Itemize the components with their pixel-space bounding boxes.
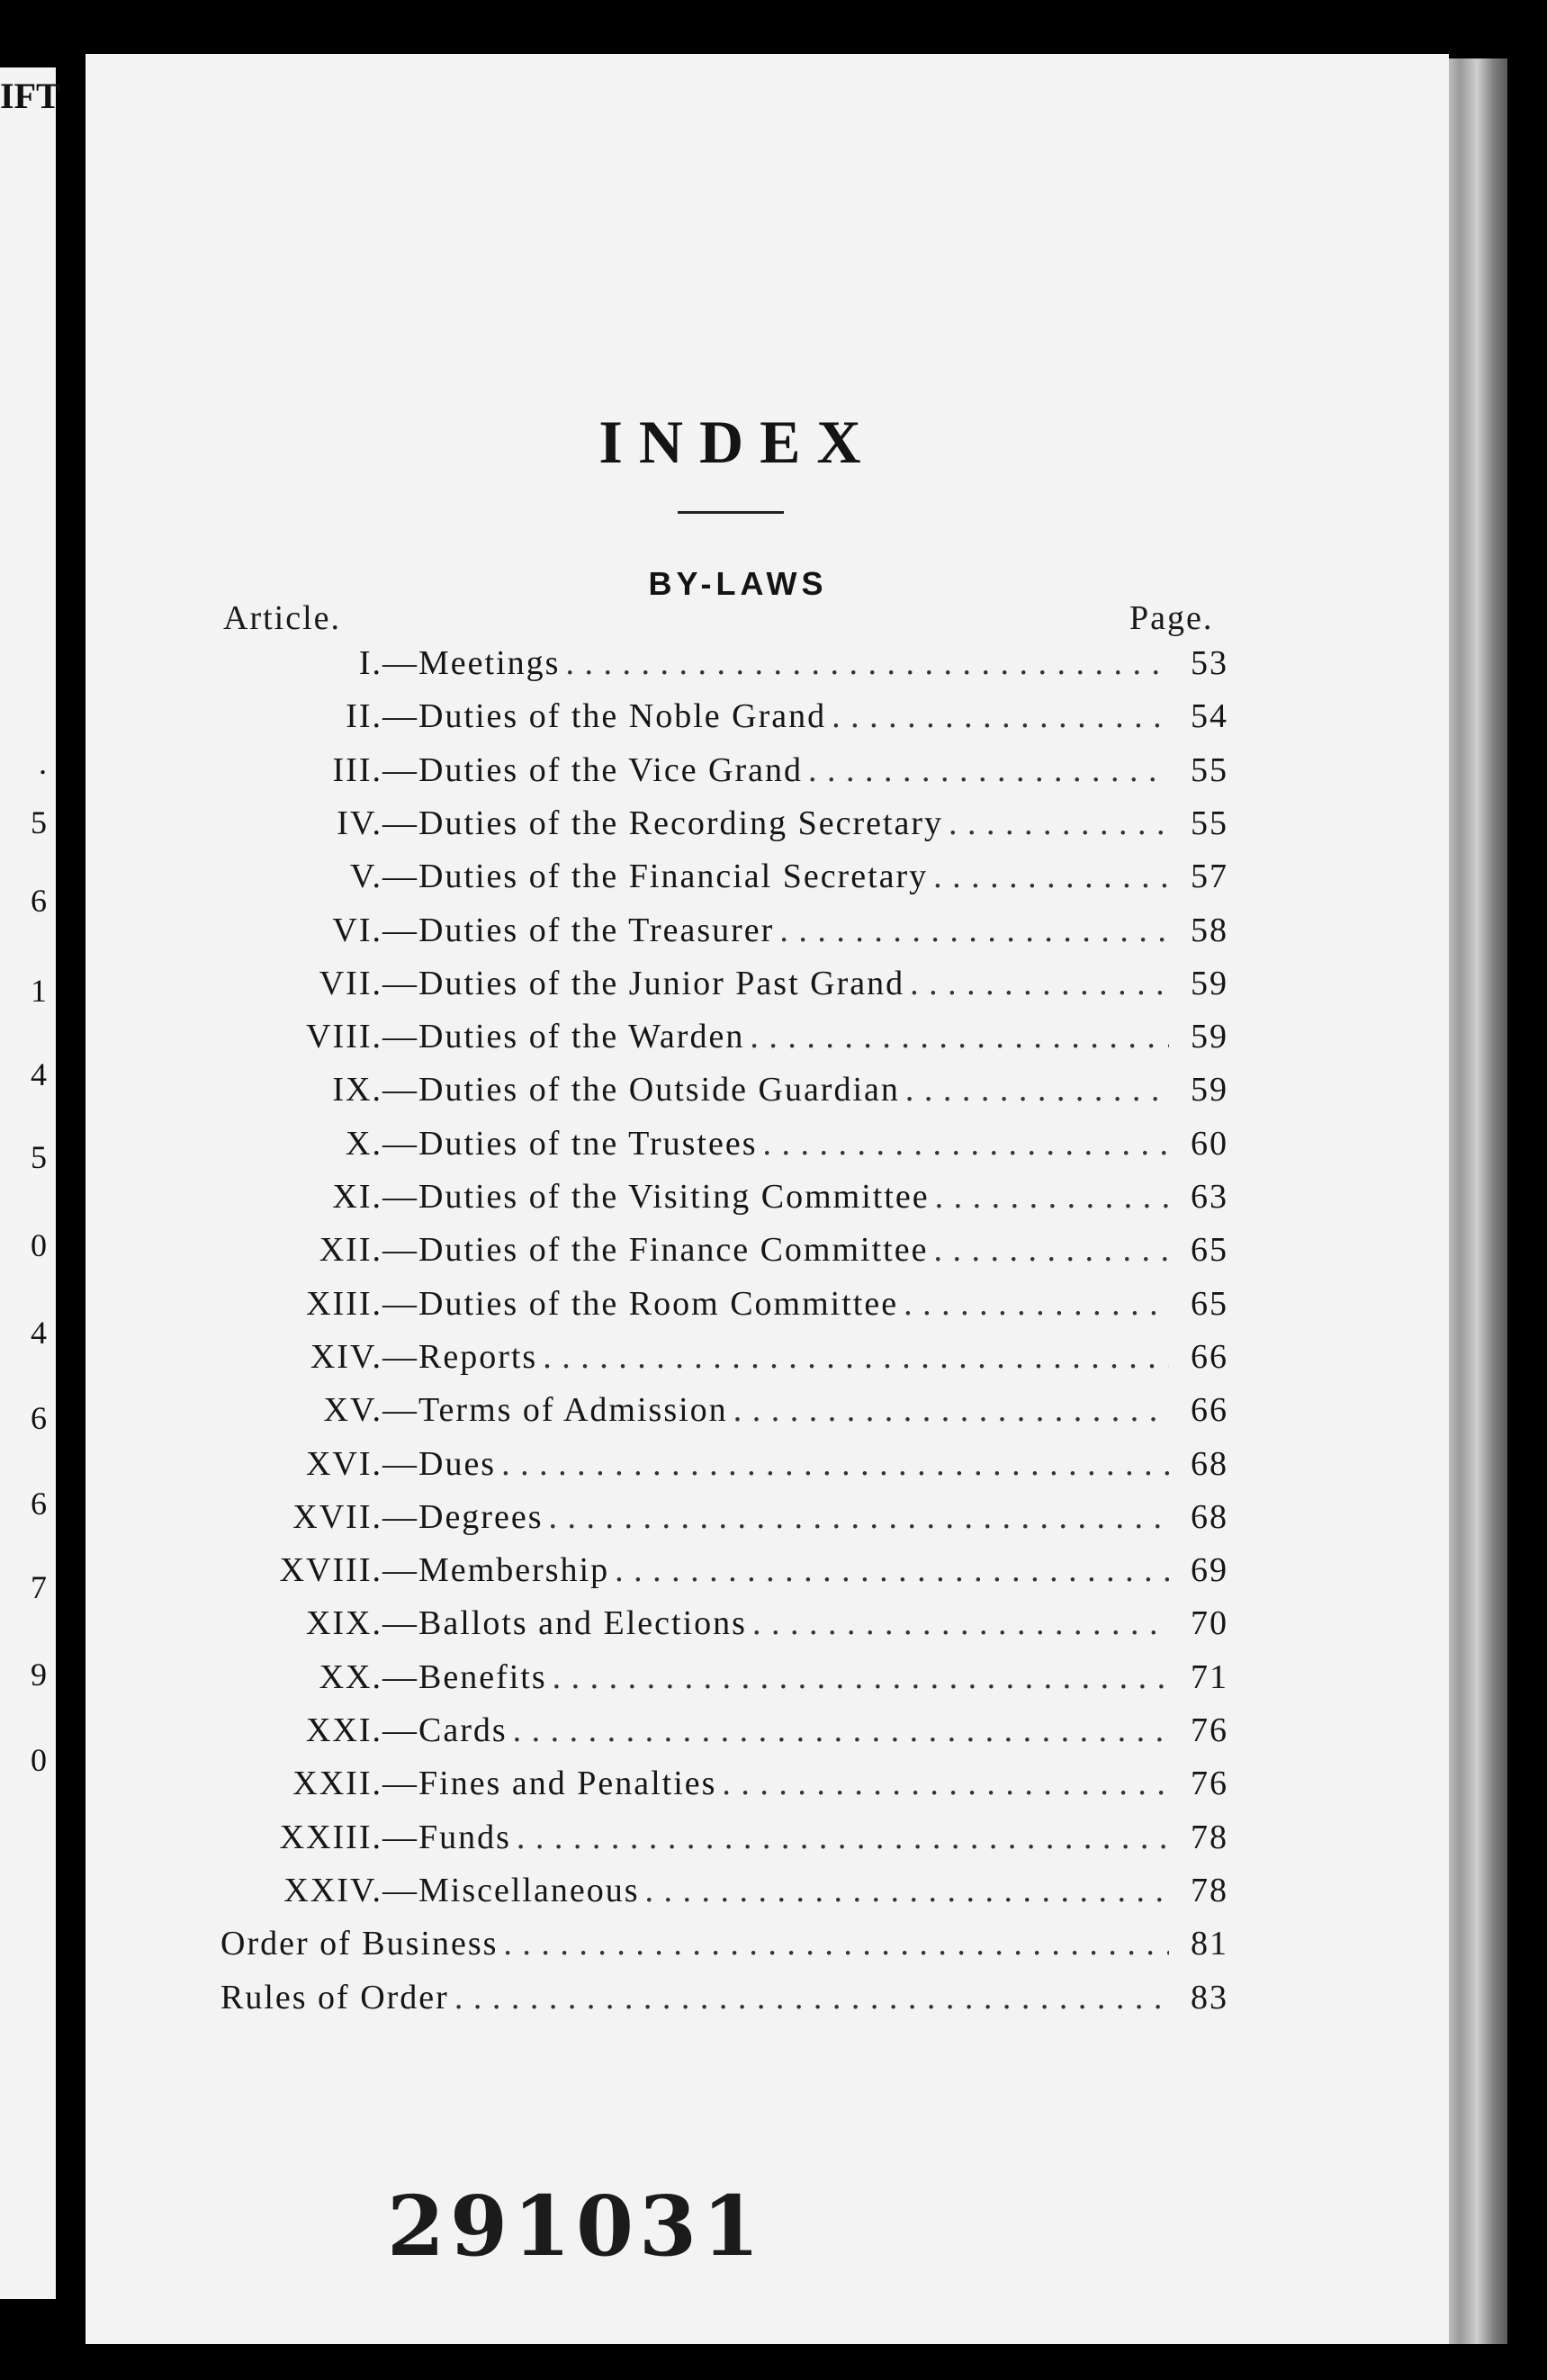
index-entry	[220, 1497, 1228, 1542]
dot-leader	[548, 1497, 1169, 1537]
entry-title: —Duties of the Visiting Committee	[382, 1178, 930, 1216]
index-entry	[220, 1177, 1228, 1222]
left-page-header-fragment: IFT	[0, 76, 60, 116]
entry-page-number: 76	[1191, 1711, 1228, 1749]
stamp-number: 291031	[387, 2178, 766, 2275]
dot-leader	[779, 911, 1169, 950]
entry-page-number: 71	[1191, 1658, 1228, 1696]
entry-article-number: V.	[349, 858, 382, 895]
entry-page-number: 54	[1191, 697, 1228, 735]
index-entry	[220, 964, 1228, 1009]
entry-page-number: 65	[1191, 1231, 1228, 1269]
index-entry	[220, 1550, 1228, 1595]
dot-leader	[553, 1657, 1169, 1697]
index-entry	[220, 1764, 1228, 1809]
dot-leader	[503, 1924, 1169, 1963]
entry-title: —Dues	[382, 1445, 497, 1483]
entry-article-number: I.	[358, 644, 382, 682]
entry-page-number: 55	[1191, 804, 1228, 842]
dot-leader	[501, 1444, 1169, 1484]
left-margin-number: 4	[31, 1315, 47, 1351]
index-entry	[220, 857, 1228, 902]
index-entry	[220, 1070, 1228, 1115]
entry-page-number: 59	[1191, 1071, 1228, 1109]
dot-leader	[513, 1711, 1169, 1750]
entry-page-number: 81	[1191, 1925, 1228, 1962]
index-extra-entry	[220, 1924, 1228, 1969]
entry-article-number: XV.	[323, 1391, 382, 1429]
index-entry	[220, 1603, 1228, 1648]
entry-title: Order of Business	[220, 1925, 499, 1962]
index-entry	[220, 1444, 1228, 1489]
dot-leader	[905, 1070, 1169, 1109]
left-margin-number: .	[39, 745, 47, 781]
left-margin-number: 5	[31, 804, 47, 840]
entry-article-number: XII.	[319, 1231, 382, 1269]
entry-page-number: 69	[1191, 1551, 1228, 1589]
index-entry	[220, 1124, 1228, 1169]
entry-page-number: 76	[1191, 1765, 1228, 1802]
entry-page-number: 63	[1191, 1178, 1228, 1216]
entry-title: —Duties of the Junior Past Grand	[382, 965, 905, 1002]
entry-article-number: XXIII.	[279, 1819, 382, 1856]
dot-leader	[752, 1603, 1169, 1643]
entry-title: —Duties of the Outside Guardian	[382, 1071, 900, 1109]
dot-leader	[454, 1978, 1169, 2017]
index-entry	[220, 643, 1228, 688]
left-margin-number: 0	[31, 1227, 47, 1263]
index-entry	[220, 911, 1228, 956]
entry-title: —Fines and Penalties	[382, 1765, 717, 1802]
entry-title: Rules of Order	[220, 1979, 449, 2016]
entry-title: —Duties of the Recording Secretary	[382, 804, 944, 842]
dot-leader	[935, 1177, 1169, 1217]
index-entry	[220, 750, 1228, 795]
entry-article-number: XXII.	[292, 1765, 382, 1802]
entry-page-number: 78	[1191, 1819, 1228, 1856]
entry-article-number: VI.	[332, 912, 382, 949]
entry-title: —Duties of the Room Committee	[382, 1285, 899, 1323]
entry-article-number: X.	[346, 1125, 382, 1163]
entry-article-number: II.	[346, 697, 382, 735]
index-title: INDEX	[598, 408, 877, 476]
entry-article-number: XI.	[332, 1178, 382, 1216]
entry-title: —Membership	[382, 1551, 610, 1589]
entry-article-number: XXI.	[305, 1711, 382, 1749]
entry-article-number: XIX.	[305, 1604, 382, 1642]
entry-page-number: 66	[1191, 1338, 1228, 1376]
entry-title: —Reports	[382, 1338, 538, 1376]
index-entry	[220, 1871, 1228, 1916]
index-entry	[220, 804, 1228, 849]
entry-page-number: 58	[1191, 912, 1228, 949]
index-entry	[220, 696, 1228, 741]
entry-title: —Duties of the Treasurer	[382, 912, 775, 949]
entry-article-number: XIII.	[306, 1285, 382, 1323]
entry-page-number: 53	[1191, 644, 1228, 682]
entry-page-number: 65	[1191, 1285, 1228, 1323]
entry-article-number: XVIII.	[279, 1551, 382, 1589]
index-entry	[220, 1337, 1228, 1382]
entry-page-number: 59	[1191, 965, 1228, 1002]
entry-title: —Meetings	[382, 644, 561, 682]
section-heading: BY-LAWS	[648, 565, 828, 602]
index-page	[85, 54, 1449, 2344]
index-entry	[220, 1818, 1228, 1863]
column-header-page: Page.	[1129, 599, 1214, 637]
left-margin-number: 4	[31, 1056, 47, 1092]
entry-title: —Duties of the Finance Committee	[382, 1231, 929, 1269]
dot-leader	[565, 643, 1169, 683]
left-margin-number: 5	[31, 1139, 47, 1175]
entry-article-number: VIII.	[306, 1018, 382, 1055]
entry-title: —Benefits	[382, 1658, 547, 1696]
index-entry	[220, 1017, 1228, 1062]
entry-page-number: 59	[1191, 1018, 1228, 1055]
dot-leader	[949, 804, 1169, 843]
entry-article-number: XVII.	[292, 1498, 382, 1536]
title-divider	[678, 511, 784, 514]
left-margin-number: 6	[31, 1486, 47, 1522]
entry-article-number: XX.	[319, 1658, 382, 1696]
left-page-edge	[0, 67, 60, 2299]
dot-leader	[933, 857, 1169, 896]
index-entry	[220, 1284, 1228, 1329]
entry-page-number: 60	[1191, 1125, 1228, 1163]
left-margin-number: 7	[31, 1569, 47, 1605]
left-margin-number: 9	[31, 1657, 47, 1693]
page-edge-shadow	[1440, 58, 1507, 2344]
dot-leader	[615, 1550, 1169, 1590]
dot-leader	[904, 1284, 1169, 1324]
entry-title: —Terms of Admission	[382, 1391, 728, 1429]
entry-title: —Funds	[382, 1819, 511, 1856]
dot-leader	[517, 1818, 1169, 1857]
entry-title: —Ballots and Elections	[382, 1604, 747, 1642]
entry-article-number: IX.	[332, 1071, 382, 1109]
dot-leader	[543, 1337, 1169, 1377]
dot-leader	[733, 1390, 1169, 1430]
dot-leader	[832, 696, 1169, 736]
entry-title: —Degrees	[382, 1498, 544, 1536]
column-header-article: Article.	[223, 599, 342, 637]
entry-page-number: 66	[1191, 1391, 1228, 1429]
index-entry	[220, 1711, 1228, 1756]
entry-article-number: IV.	[337, 804, 382, 842]
left-margin-number: 0	[31, 1742, 47, 1778]
entry-article-number: III.	[332, 751, 382, 789]
entry-title: —Cards	[382, 1711, 508, 1749]
index-extra-entry	[220, 1978, 1228, 2023]
entry-page-number: 68	[1191, 1498, 1228, 1536]
left-margin-number: 6	[31, 1400, 47, 1436]
dot-leader	[933, 1230, 1169, 1270]
entry-page-number: 83	[1191, 1979, 1228, 2016]
dot-leader	[750, 1017, 1169, 1056]
dot-leader	[808, 750, 1169, 790]
entry-title: —Duties of tne Trustees	[382, 1125, 758, 1163]
entry-title: —Duties of the Vice Grand	[382, 751, 804, 789]
left-margin-number: 1	[31, 973, 47, 1009]
entry-page-number: 55	[1191, 751, 1228, 789]
entry-title: —Miscellaneous	[382, 1872, 640, 1909]
entry-title: —Duties of the Financial Secretary	[382, 858, 929, 895]
entry-title: —Duties of the Warden	[382, 1018, 745, 1055]
dot-leader	[722, 1764, 1169, 1803]
dot-leader	[763, 1124, 1170, 1163]
entry-page-number: 70	[1191, 1604, 1228, 1642]
entry-page-number: 78	[1191, 1872, 1228, 1909]
index-entry	[220, 1230, 1228, 1275]
entry-article-number: XXIV.	[283, 1872, 382, 1909]
left-margin-number: 6	[31, 883, 47, 919]
index-entry	[220, 1657, 1228, 1702]
entry-title: —Duties of the Noble Grand	[382, 697, 827, 735]
entry-page-number: 57	[1191, 858, 1228, 895]
entry-article-number: XVI.	[305, 1445, 382, 1483]
dot-leader	[910, 964, 1169, 1003]
index-entry	[220, 1390, 1228, 1435]
entry-article-number: XIV.	[310, 1338, 382, 1376]
entry-article-number: VII.	[319, 965, 382, 1002]
dot-leader	[645, 1871, 1169, 1910]
entry-page-number: 68	[1191, 1445, 1228, 1483]
